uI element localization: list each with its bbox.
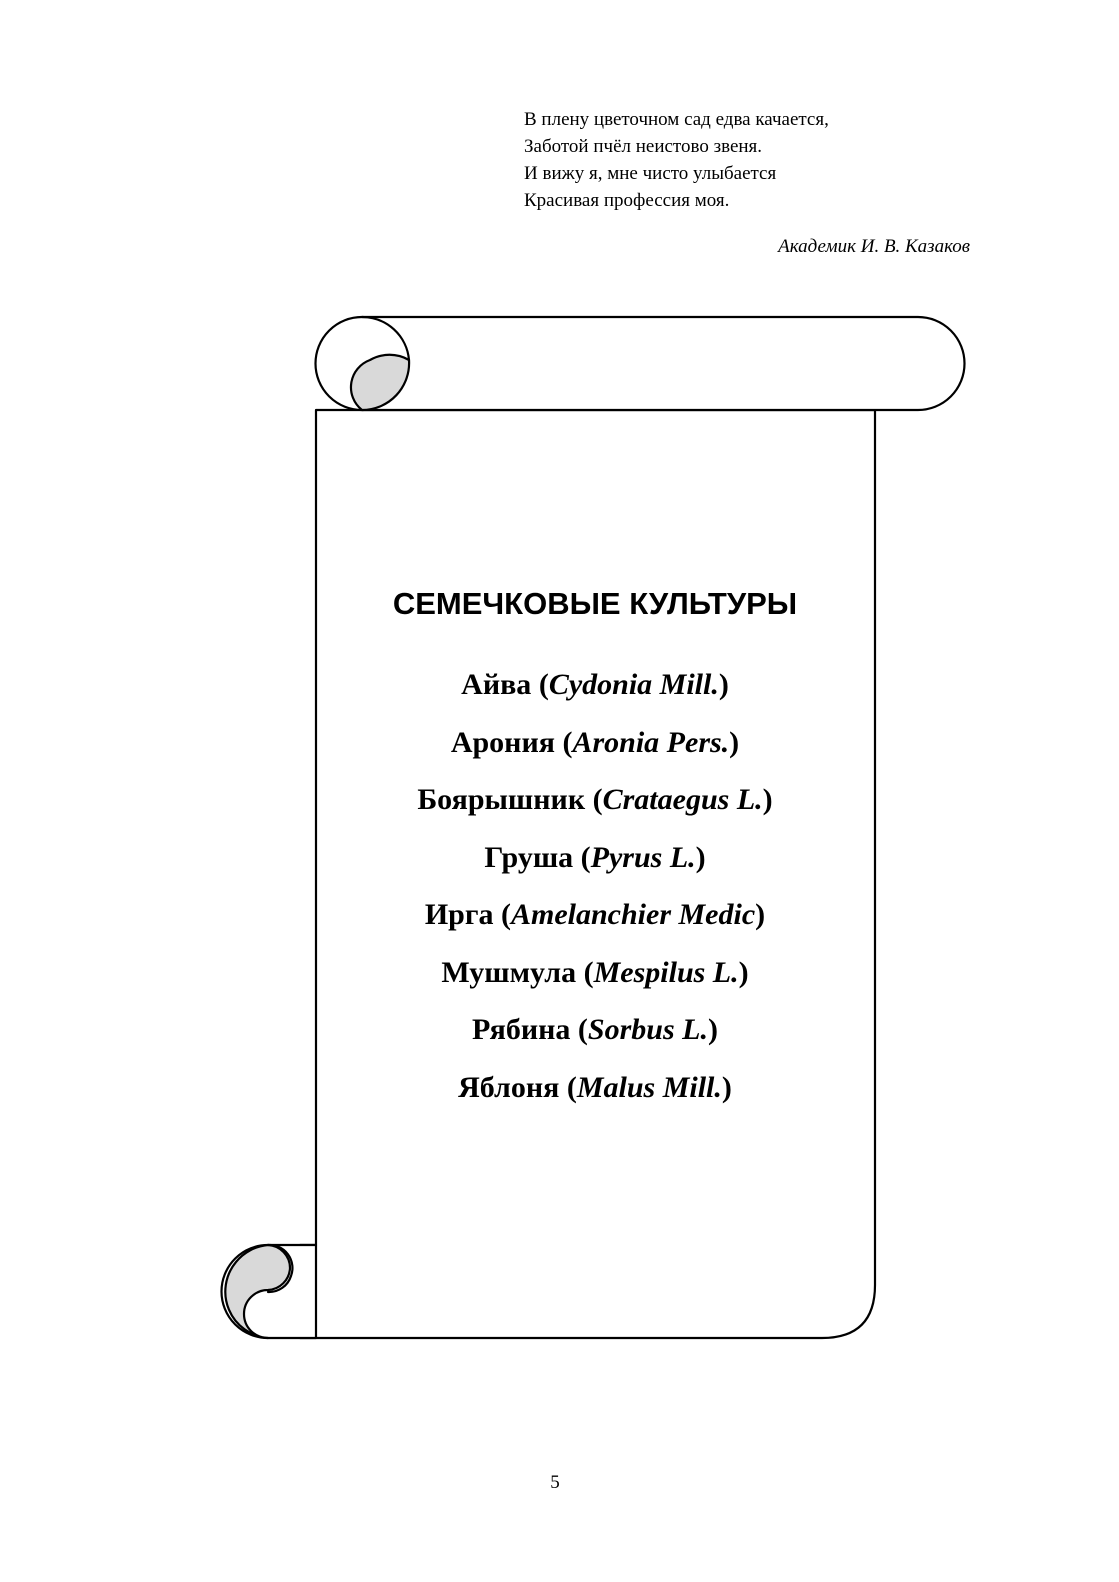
crop-latin-name: Pyrus L.: [590, 840, 696, 874]
crop-list: [300, 660, 890, 1120]
crop-latin-name: Amelanchier Medic: [511, 898, 756, 931]
crop-name: Арония: [450, 725, 555, 759]
list-item: Мушмула (Mespilus L.): [441, 955, 749, 989]
crop-name: Мушмула: [441, 955, 577, 989]
crop-latin-name: Cydonia Mill.: [548, 668, 719, 701]
list-item: Арония (Aronia Pers.): [450, 725, 740, 759]
list-item: Айва (Cydonia Mill.): [461, 668, 729, 701]
section-title: СЕМЕЧКОВЫЕ КУЛЬТУРЫ: [392, 586, 798, 621]
crop-name: Рябина: [472, 1013, 571, 1046]
crop-latin-name: Sorbus L.: [587, 1013, 708, 1046]
epigraph-line: В плену цветочном сад едва качается,: [524, 109, 829, 130]
list-item: Рябина (Sorbus L.): [472, 1013, 718, 1046]
crop-latin-name: Aronia Pers.: [572, 725, 730, 759]
epigraph-line: Заботой пчёл неистово звеня.: [524, 136, 763, 157]
crop-name: Айва: [461, 668, 532, 701]
crop-latin-name: Malus Mill.: [576, 1070, 722, 1104]
list-item: Боярышник (Crataegus L.): [417, 783, 773, 816]
crop-name: Груша: [484, 840, 574, 874]
crop-latin-name: Crataegus L.: [602, 783, 763, 816]
epigraph-line: И вижу я, мне чисто улыбается: [524, 163, 777, 184]
page-number: 5: [550, 1472, 560, 1493]
list-item: Ирга (Amelanchier Medic): [424, 898, 766, 931]
scroll-top-roll: [316, 317, 965, 410]
crop-name: Ирга: [424, 898, 494, 931]
crop-name: Боярышник: [417, 783, 586, 816]
crop-name: Яблоня: [458, 1070, 560, 1104]
epigraph-author: Академик И. В. Казаков: [778, 236, 970, 257]
list-item: Груша (Pyrus L.): [484, 840, 706, 874]
crop-latin-name: Mespilus L.: [593, 955, 739, 989]
list-item: Яблоня (Malus Mill.): [458, 1070, 732, 1104]
epigraph-line: Красивая профессия моя.: [524, 190, 730, 211]
